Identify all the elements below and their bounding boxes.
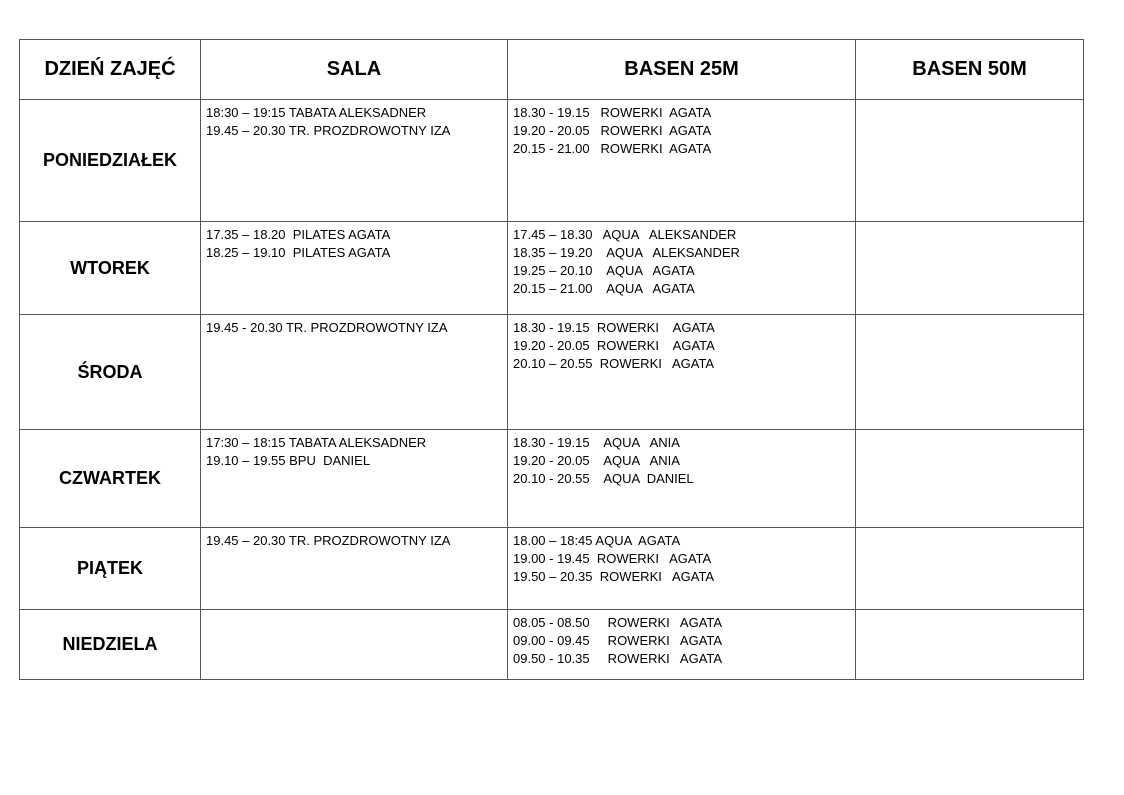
table-row	[20, 315, 1084, 430]
day-cell: PIĄTEK	[20, 528, 201, 610]
class-entry: 19.25 – 20.10 AQUA AGATA	[513, 263, 695, 278]
class-entry: 18.30 - 19.15 ROWERKI AGATA	[513, 320, 715, 335]
header-basen-25m: BASEN 25M	[508, 40, 856, 100]
class-entry: 09.50 - 10.35 ROWERKI AGATA	[513, 651, 723, 666]
class-entry: 18.30 - 19.15 AQUA ANIA	[513, 435, 680, 450]
day-cell: WTOREK	[20, 222, 201, 315]
class-entry: 19.20 - 20.05 AQUA ANIA	[513, 453, 680, 468]
basen50-cell	[856, 528, 1084, 610]
basen50-cell	[856, 430, 1084, 528]
day-cell: CZWARTEK	[20, 430, 201, 528]
header-sala: SALA	[201, 40, 508, 100]
class-entry: 08.05 - 08.50 ROWERKI AGATA	[513, 615, 723, 630]
basen25-cell	[508, 315, 856, 430]
sala-cell	[201, 222, 508, 315]
sala-cell	[201, 315, 508, 430]
class-entry: 20.10 – 20.55 ROWERKI AGATA	[513, 356, 715, 371]
table-row	[20, 430, 1084, 528]
sala-cell	[201, 430, 508, 528]
class-entry: 19.00 - 19.45 ROWERKI AGATA	[513, 551, 712, 566]
basen25-cell	[508, 610, 856, 680]
header-day: DZIEŃ ZAJĘĆ	[20, 40, 201, 100]
basen25-cell	[508, 528, 856, 610]
class-entry: 18.25 – 19.10 PILATES AGATA	[206, 245, 391, 260]
class-entry: 18:30 – 19:15 TABATA ALEKSADNER	[206, 105, 427, 120]
basen25-cell	[508, 430, 856, 528]
class-entry: 09.00 - 09.45 ROWERKI AGATA	[513, 633, 723, 648]
day-cell: NIEDZIELA	[20, 610, 201, 680]
day-cell: PONIEDZIAŁEK	[20, 100, 201, 222]
day-cell: ŚRODA	[20, 315, 201, 430]
class-entry: 19.45 – 20.30 TR. PROZDROWOTNY IZA	[206, 533, 451, 548]
basen25-cell	[508, 100, 856, 222]
class-entry: 19.45 – 20.30 TR. PROZDROWOTNY IZA	[206, 123, 451, 138]
table-row	[20, 222, 1084, 315]
class-entry: 17.35 – 18.20 PILATES AGATA	[206, 227, 391, 242]
basen50-cell	[856, 315, 1084, 430]
table-row	[20, 528, 1084, 610]
class-entry: 17.45 – 18.30 AQUA ALEKSANDER	[513, 227, 737, 242]
table-row	[20, 610, 1084, 680]
class-entry: 19.20 - 20.05 ROWERKI AGATA	[513, 123, 712, 138]
class-entry: 19.50 – 20.35 ROWERKI AGATA	[513, 569, 715, 584]
schedule-table	[19, 39, 1084, 680]
class-entry: 18.30 - 19.15 ROWERKI AGATA	[513, 105, 712, 120]
basen50-cell	[856, 222, 1084, 315]
class-entry: 20.15 - 21.00 ROWERKI AGATA	[513, 141, 712, 156]
class-entry: 18.35 – 19.20 AQUA ALEKSANDER	[513, 245, 740, 260]
basen25-cell	[508, 222, 856, 315]
class-entry: 20.10 - 20.55 AQUA DANIEL	[513, 471, 694, 486]
class-entry: 19.20 - 20.05 ROWERKI AGATA	[513, 338, 715, 353]
sala-cell	[201, 100, 508, 222]
sala-cell	[201, 610, 508, 680]
schedule-body	[20, 100, 1084, 680]
sala-cell	[201, 528, 508, 610]
table-row	[20, 100, 1084, 222]
class-entry: 19.10 – 19.55 BPU DANIEL	[206, 453, 371, 468]
class-entry: 19.45 - 20.30 TR. PROZDROWOTNY IZA	[206, 320, 448, 335]
class-entry: 17:30 – 18:15 TABATA ALEKSADNER	[206, 435, 427, 450]
header-row	[20, 40, 1084, 100]
class-entry: 18.00 – 18:45 AQUA AGATA	[513, 533, 681, 548]
header-basen-50m: BASEN 50M	[856, 40, 1084, 100]
basen50-cell	[856, 610, 1084, 680]
class-entry: 20.15 – 21.00 AQUA AGATA	[513, 281, 695, 296]
basen50-cell	[856, 100, 1084, 222]
